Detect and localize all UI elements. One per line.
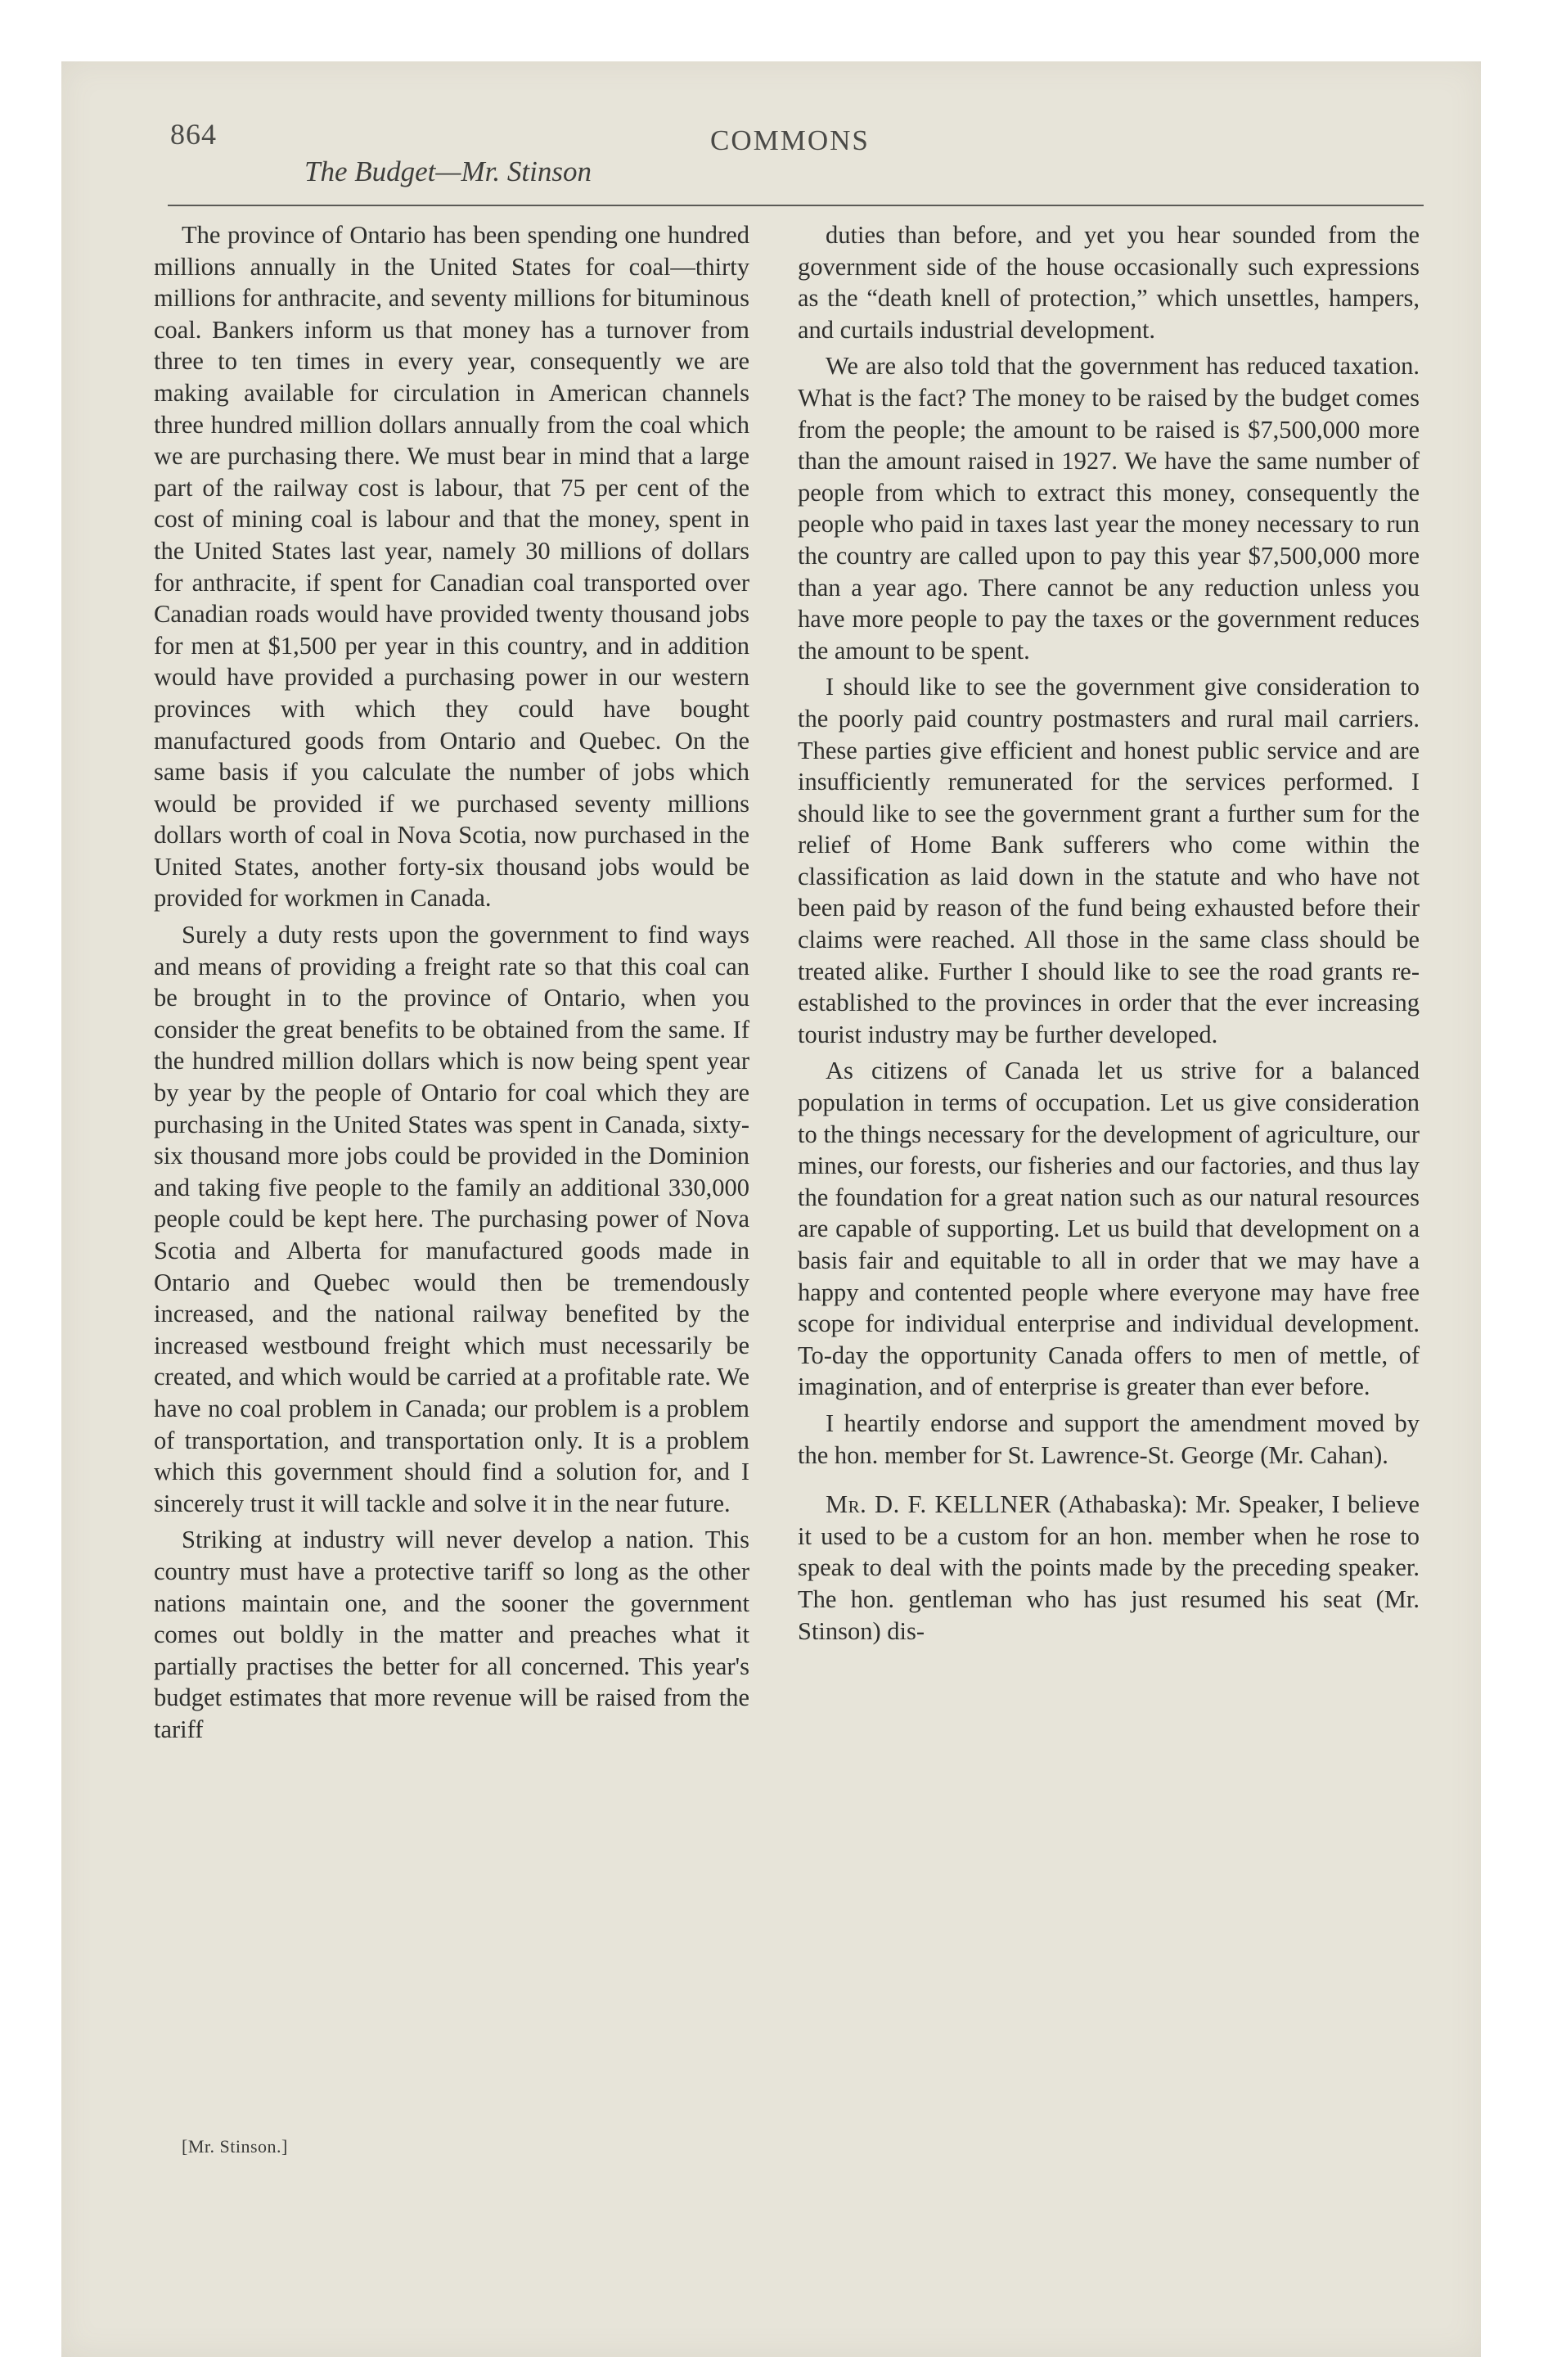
paragraph: We are also told that the government has reduced taxation. What is the fact? The money to be raised by the budget comes from the people; the amount to be raised is $7,500,000 more than the amount raised in 1927. We have the same number of people from which to extract this money, consequently the people who paid in taxes last year the money necessary to run the country are called upon to pay this year $7,500,000 more than a year ago. There cannot be any reduction unless you have more people to pay the taxes or the government reduces the amount to be spent.: [798, 352, 1420, 665]
running-head-subtitle: The Budget—Mr. Stinson: [304, 156, 592, 187]
header-rule: [168, 205, 1424, 206]
paragraph: Striking at industry will never develop a nation. This country must have a protective tariff so long as the other nations maintain one, and the sooner the government comes out boldly in the matter and preaches what it partially practises the better for all concerned. This year's budget estimates that more revenue will be raised from the tariff: [154, 1526, 749, 1743]
speaker-name: Mr. D. F. KELLNER: [826, 1490, 1051, 1519]
footer-attribution: [Mr. Stinson.]: [182, 2136, 288, 2157]
paragraph: I heartily endorse and support the amendment moved by the hon. member for St. Lawrence-St. George (Mr. Cahan).: [798, 1409, 1420, 1469]
right-column: [798, 219, 1420, 1652]
speaker-paragraph: [798, 1489, 1420, 1647]
left-column: [154, 219, 749, 1751]
speaker-riding: (Athabaska):: [1059, 1490, 1188, 1519]
paragraph: The province of Ontario has been spending one hundred millions annually in the United States for coal—thirty millions for anthracite, and seventy millions for bituminous coal. Bankers inform us that money has a turnover from three to ten times in every year, consequently we are making available for circulation in American channels three hundred million dollars annually from the coal which we are purchasing there. We must bear in mind that a large part of the railway cost is labour, that 75 per cent of the cost of mining coal is labour and that the money, spent in the United States last year, namely 30 millions of dollars for anthracite, if spent for Canadian coal transported over Canadian roads would have provided twenty thousand jobs for men at $1,500 per year in this country, and in addition would have provided a purchasing power in our western provinces with which they could have bought manufactured goods from Ontario and Quebec. On the same basis if you calculate the number of jobs which would be provided if we purchased seventy millions dollars worth of coal in Nova Scotia, now purchased in the United States, another forty-six thousand jobs would be provided for workmen in Canada.: [154, 221, 749, 913]
paragraph: I should like to see the government give consideration to the poorly paid country postmasters and rural mail carriers. These parties give efficient and honest public service and are insufficiently remunerated for the services performed. I should like to see the government grant a further sum for the relief of Home Bank sufferers who come within the classification as laid down in the statute and who have not been paid by reason of the fund being exhausted before their claims were reached. All those in the same class should be treated alike. Further I should like to see the road grants re-established to the provinces in order that the ever increasing tourist industry may be further developed.: [798, 673, 1420, 1048]
running-head-title: COMMONS: [710, 124, 870, 156]
speaker-text: Mr. Speaker, I believe it used to be a custom for an hon. member when he rose to speak to deal with the points made by the preceding speaker. The hon. gentleman who has just resumed his seat (Mr. Stinson) dis-: [798, 1490, 1420, 1645]
page-number: 864: [170, 118, 217, 151]
paragraph: As citizens of Canada let us strive for a balanced population in terms of occupation. Let us give consideration to the things necessary for the development of agriculture, our mines, our forests, our fisheries and our factories, and thus lay the foundation for a great nation such as our natural resources are capable of supporting. Let us build that development on a basis fair and equitable to all in order that we may have a happy and contented people where everyone may have free scope for individual enterprise and individual development. To-day the opportunity Canada offers to men of mettle, of imagination, and of enterprise is greater than ever before.: [798, 1057, 1420, 1401]
paragraph: Surely a duty rests upon the government to find ways and means of providing a freight rate so that this coal can be brought in to the province of Ontario, when you consider the great benefits to be obtained from the same. If the hundred million dollars which is now being spent year by year by the people of Ontario for coal which they are purchasing in the United States was spent in Canada, sixty-six thousand more jobs could be provided in the Dominion and taking five people to the family an additional 330,000 people could be kept here. The purchasing power of Nova Scotia and Alberta for manufactured goods made in Ontario and Quebec would then be tremendously increased, and the national railway benefited by the increased westbound freight which must necessarily be created, and which would be carried at a profitable rate. We have no coal problem in Canada; our problem is a problem of transportation, and transportation only. It is a problem which this government should find a solution for, and I sincerely trust it will tackle and solve it in the near future.: [154, 921, 749, 1517]
paragraph: duties than before, and yet you hear sounded from the government side of the house occasionally such expressions as the “death knell of protection,” which unsettles, hampers, and curtails industrial development.: [798, 221, 1420, 344]
